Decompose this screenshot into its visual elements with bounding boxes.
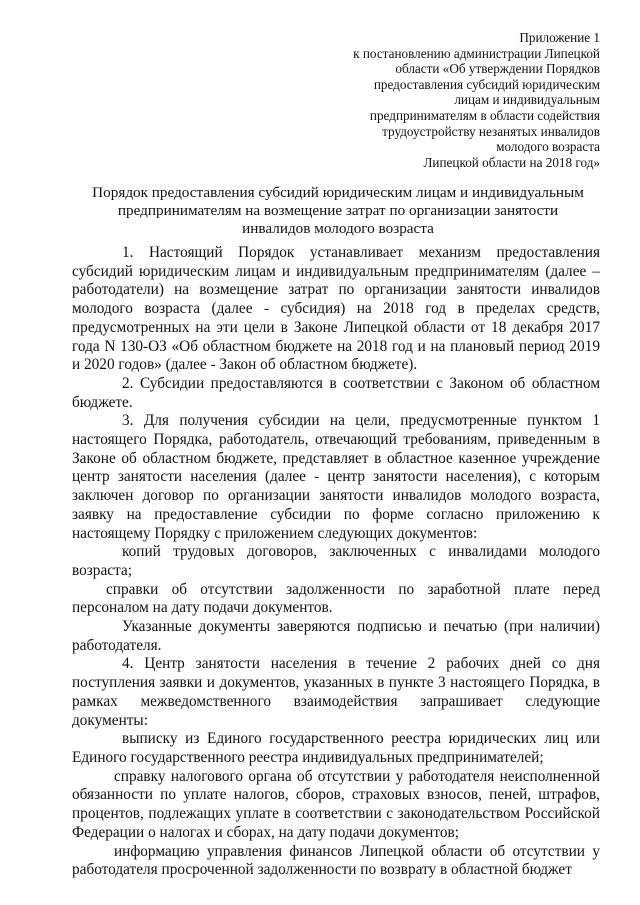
title-line: инвалидов молодого возраста [242, 219, 434, 237]
annex-line: к постановлению администрации Липецкой [353, 45, 600, 61]
list-item: копий трудовых договоров, заключенных с инвалидами молодого возраста; [72, 543, 600, 579]
list-item: справку налогового органа об отсутствии у работодателя неисполненной обязанности по уплате налогов, сборов, страховых взносов, пеней, штрафов, процентов, подлежащих уплате в соответствии с законодательством Российской Федерации о налогах и сборах, на дату подачи документов; [72, 767, 600, 841]
paragraph-2: 2. Субсидии предоставляются в соответствии с Законом об областном бюджете. [72, 374, 600, 411]
annex-line: лицам и индивидуальным [454, 92, 600, 108]
title-line: предпринимателям на возмещение затрат по организации занятости [117, 201, 559, 219]
annex-line: области «Об утверждении Порядков [395, 61, 600, 77]
annex-line: предпринимателям в области содействия [369, 107, 600, 123]
annex-line: Липецкой области на 2018 год» [423, 154, 600, 170]
paragraph-note: Указанные документы заверяются подписью и печатью (при наличии) работодателя. [72, 618, 600, 654]
paragraph-4: 4. Центр занятости населения в течение 2 рабочих дней со дня поступления заявки и документов, указанных в пункте 3 настоящего Порядка, в рамках межведомственного взаимодействия запрашивает следующие документы: [72, 655, 600, 729]
list-item: информацию управления финансов Липецкой области об отсутствии у работодателя просроченной задолженности по возврату в областной бюджет [72, 842, 600, 879]
annex-line: трудоустройству незанятых инвалидов [382, 123, 600, 139]
paragraph-1: 1. Настоящий Порядок устанавливает механизм предоставления субсидий юридическим лицам и индивидуальным предпринимателям (далее – работодатели) на возмещение затрат по организации занятости инвалидов молодого возраста (далее - субсидия) на 2018 год в пределах средств, предусмотренных на эти цели в Законе Липецкой области от 18 декабря 2017 года N 130-ОЗ «Об областном бюджете на 2018 год и на плановый период 2019 и 2020 годов» (далее - Закон об областном бюджете). [72, 244, 600, 374]
annex-line: молодого возраста [496, 139, 600, 155]
document-body [72, 244, 600, 880]
list-item: выписку из Единого государственного реестра юридических лиц или Единого государственного реестра индивидуальных предпринимателей; [72, 730, 600, 766]
paragraph-3: 3. Для получения субсидии на цели, предусмотренные пунктом 1 настоящего Порядка, работодатель, отвечающий требованиям, приведенным в Законе об областном бюджете, представляет в областное казенное учреждение центр занятости населения (далее - центр занятости населения), с которым заключен договор по организации занятости инвалидов молодого возраста, заявку на предоставление субсидии по форме согласно приложению к настоящему Порядку с приложением следующих документов: [72, 412, 600, 542]
title-line: Порядок предоставления субсидий юридическим лицам и индивидуальным [92, 184, 584, 201]
annex-line: Приложение 1 [519, 30, 600, 45]
document-title [72, 184, 604, 237]
list-item: справки об отсутствии задолженности по заработной плате перед персоналом на дату подачи документов. [72, 580, 600, 617]
annex-line: предоставления субсидий юридическим [373, 76, 600, 92]
annex-header [340, 30, 600, 170]
